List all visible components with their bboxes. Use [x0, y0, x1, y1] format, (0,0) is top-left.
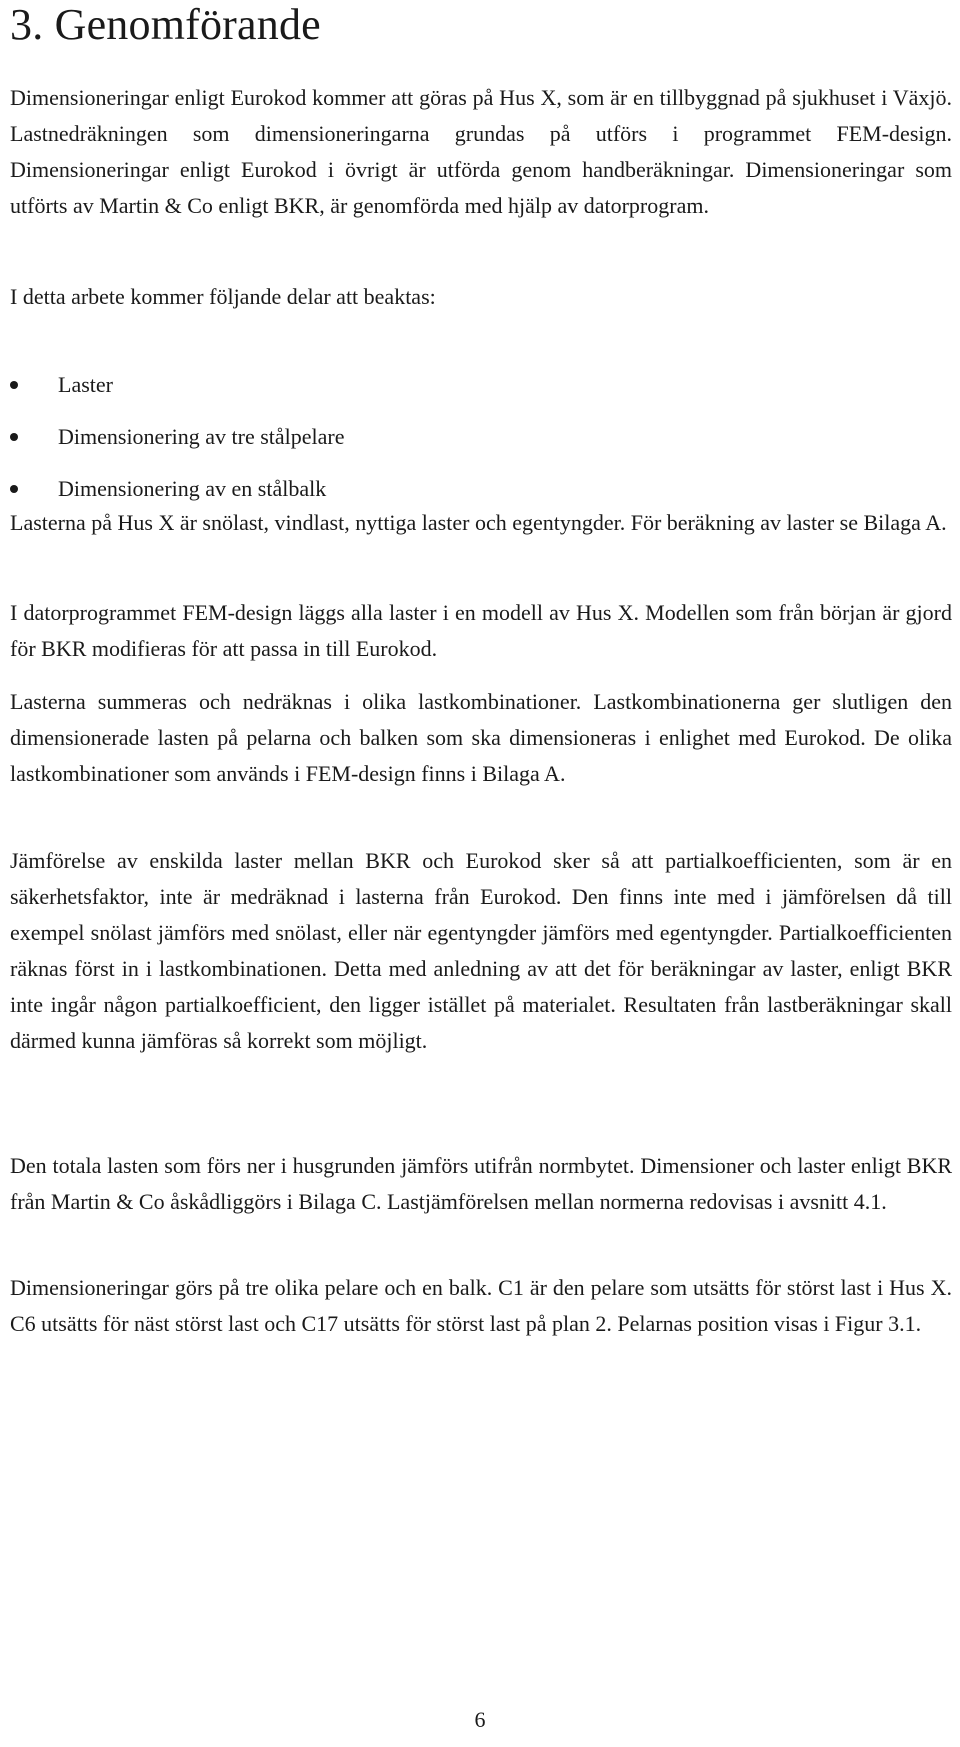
- bullet-dot-icon: [10, 381, 18, 389]
- paragraph-total-load: Den totala lasten som förs ner i husgrunden jämförs utifrån normbytet. Dimensioner och laster enligt BKR från Martin & Co åskådliggörs i Bilaga C. Lastjämförelsen mellan normerna redovisas i avsnitt 4.1.: [10, 1153, 952, 1214]
- paragraph-intro: Dimensioneringar enligt Eurokod kommer att göras på Hus X, som är en tillbyggnad på sjukhuset i Växjö. Lastnedräkningen som dimensioneringarna grundas på utförs i programmet FEM-design. Dimensioneringar enligt Eurokod i övrigt är utförda genom handberäkningar. Dimensioneringar som utförts av Martin & Co enligt BKR, är genomförda med hjälp av datorprogram.: [10, 85, 952, 218]
- list-item: [10, 371, 950, 423]
- paragraph-loads: Lasterna på Hus X är snölast, vindlast, nyttiga laster och egentyngder. För beräkning av laster se Bilaga A.: [10, 510, 947, 535]
- list-item: [10, 423, 950, 475]
- bullet-text: Laster: [58, 372, 113, 397]
- page-number: 6: [474, 1707, 486, 1732]
- bullet-text: Dimensionering av tre stålpelare: [58, 424, 345, 449]
- paragraph-comparison: Jämförelse av enskilda laster mellan BKR och Eurokod sker så att partialkoefficienten, som är en säkerhetsfaktor, inte är medräknad i lasterna från Eurokod. Den finns inte med i jämförelsen då till exempel snölast jämförs med snölast, eller när egentyngder jämförs med egentyngder. Partialkoefficienten räknas först in i lastkombinationen. Detta med anledning av att det för beräkningar av laster, enligt BKR inte ingår någon partialkoefficient, den ligger istället på materialet. Resultaten från lastberäkningar skall därmed kunna jämföras så korrekt som möjligt.: [10, 848, 952, 1053]
- paragraph-fem-design: I datorprogrammet FEM-design läggs alla laster i en modell av Hus X. Modellen som från början är gjord för BKR modifieras för att passa in till Eurokod.: [10, 600, 952, 661]
- section-title: 3. Genomförande: [10, 0, 321, 49]
- bullet-dot-icon: [10, 485, 18, 493]
- paragraph-columns: Dimensioneringar görs på tre olika pelare och en balk. C1 är den pelare som utsätts för störst last i Hus X. C6 utsätts för näst störst last och C17 utsätts för störst last på plan 2. Pelarnas position visas i Figur 3.1.: [10, 1275, 952, 1336]
- scope-bullet-list: [10, 371, 950, 527]
- bullet-dot-icon: [10, 433, 18, 441]
- paragraph-load-combinations: Lasterna summeras och nedräknas i olika lastkombinationer. Lastkombinationerna ger slutligen den dimensionerade lasten på pelarna och balken som ska dimensioneras i enlighet med Eurokod. De olika lastkombinationer som används i FEM-design finns i Bilaga A.: [10, 689, 952, 786]
- bullet-text: Dimensionering av en stålbalk: [58, 476, 327, 501]
- paragraph-scope-lead: I detta arbete kommer följande delar att beaktas:: [10, 284, 436, 309]
